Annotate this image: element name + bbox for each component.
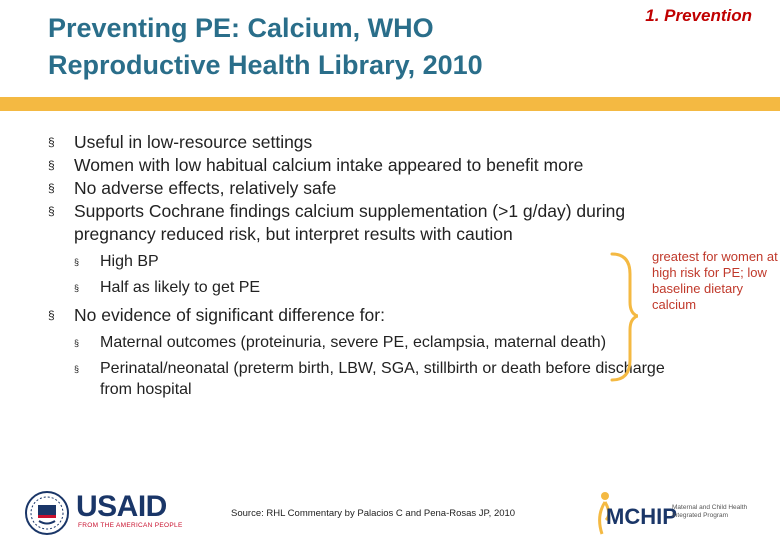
sub-bullet-item	[74, 277, 668, 298]
square-bullet-icon: §	[48, 181, 55, 195]
side-note: greatest for women at high risk for PE; low baseline dietary calcium	[652, 249, 778, 312]
sub-bullet-item	[74, 332, 668, 353]
bullet-item	[48, 154, 668, 177]
square-bullet-icon: §	[74, 257, 80, 267]
square-bullet-icon: §	[74, 338, 80, 348]
square-bullet-icon: §	[48, 135, 55, 149]
sub-bullet-item	[74, 251, 668, 272]
bullet-item	[48, 200, 668, 246]
square-bullet-icon: §	[48, 308, 55, 322]
square-bullet-icon: §	[48, 158, 55, 172]
sub-bullet-text: High BP	[100, 253, 159, 270]
usaid-logo: USAID	[76, 490, 167, 523]
square-bullet-icon: §	[48, 204, 55, 218]
bullet-text: Supports Cochrane findings calcium supplementation (>1 g/day) during pregnancy reduced risk, but interpret results with caution	[74, 201, 626, 244]
title-divider	[0, 97, 780, 111]
mchip-wordmark: MCHIP	[606, 504, 677, 529]
footer	[0, 484, 780, 540]
bullet-text: Useful in low-resource settings	[74, 132, 313, 152]
slide-title: Preventing PE: Calcium, WHO Reproductive Health Library, 2010	[48, 13, 483, 80]
usaid-seal-icon	[24, 490, 70, 536]
bullet-text: No evidence of significant difference for:	[74, 305, 385, 325]
usaid-tagline: FROM THE AMERICAN PEOPLE	[78, 522, 183, 529]
bullet-item	[48, 177, 668, 200]
bullet-item	[48, 131, 668, 154]
section-label: 1. Prevention	[645, 6, 752, 25]
square-bullet-icon: §	[74, 283, 80, 293]
sub-bullet-item	[74, 358, 668, 400]
sub-bullet-text: Maternal outcomes (proteinuria, severe PE, eclampsia, maternal death)	[100, 334, 607, 351]
square-bullet-icon: §	[74, 364, 80, 374]
bullet-text: No adverse effects, relatively safe	[74, 178, 337, 198]
sub-bullet-text: Half as likely to get PE	[100, 279, 261, 296]
bullet-list	[48, 131, 668, 400]
mchip-description: Maternal and Child Health Integrated Program	[672, 504, 748, 519]
bullet-text: Women with low habitual calcium intake appeared to benefit more	[74, 155, 584, 175]
mchip-logo	[592, 488, 772, 538]
sub-bullet-text: Perinatal/neonatal (preterm birth, LBW, SGA, stillbirth or death before discharge from hospital	[100, 360, 665, 398]
brace-icon	[608, 252, 638, 382]
bullet-item	[48, 304, 668, 327]
source-citation: Source: RHL Commentary by Palacios C and Pena-Rosas JP, 2010	[231, 508, 516, 519]
